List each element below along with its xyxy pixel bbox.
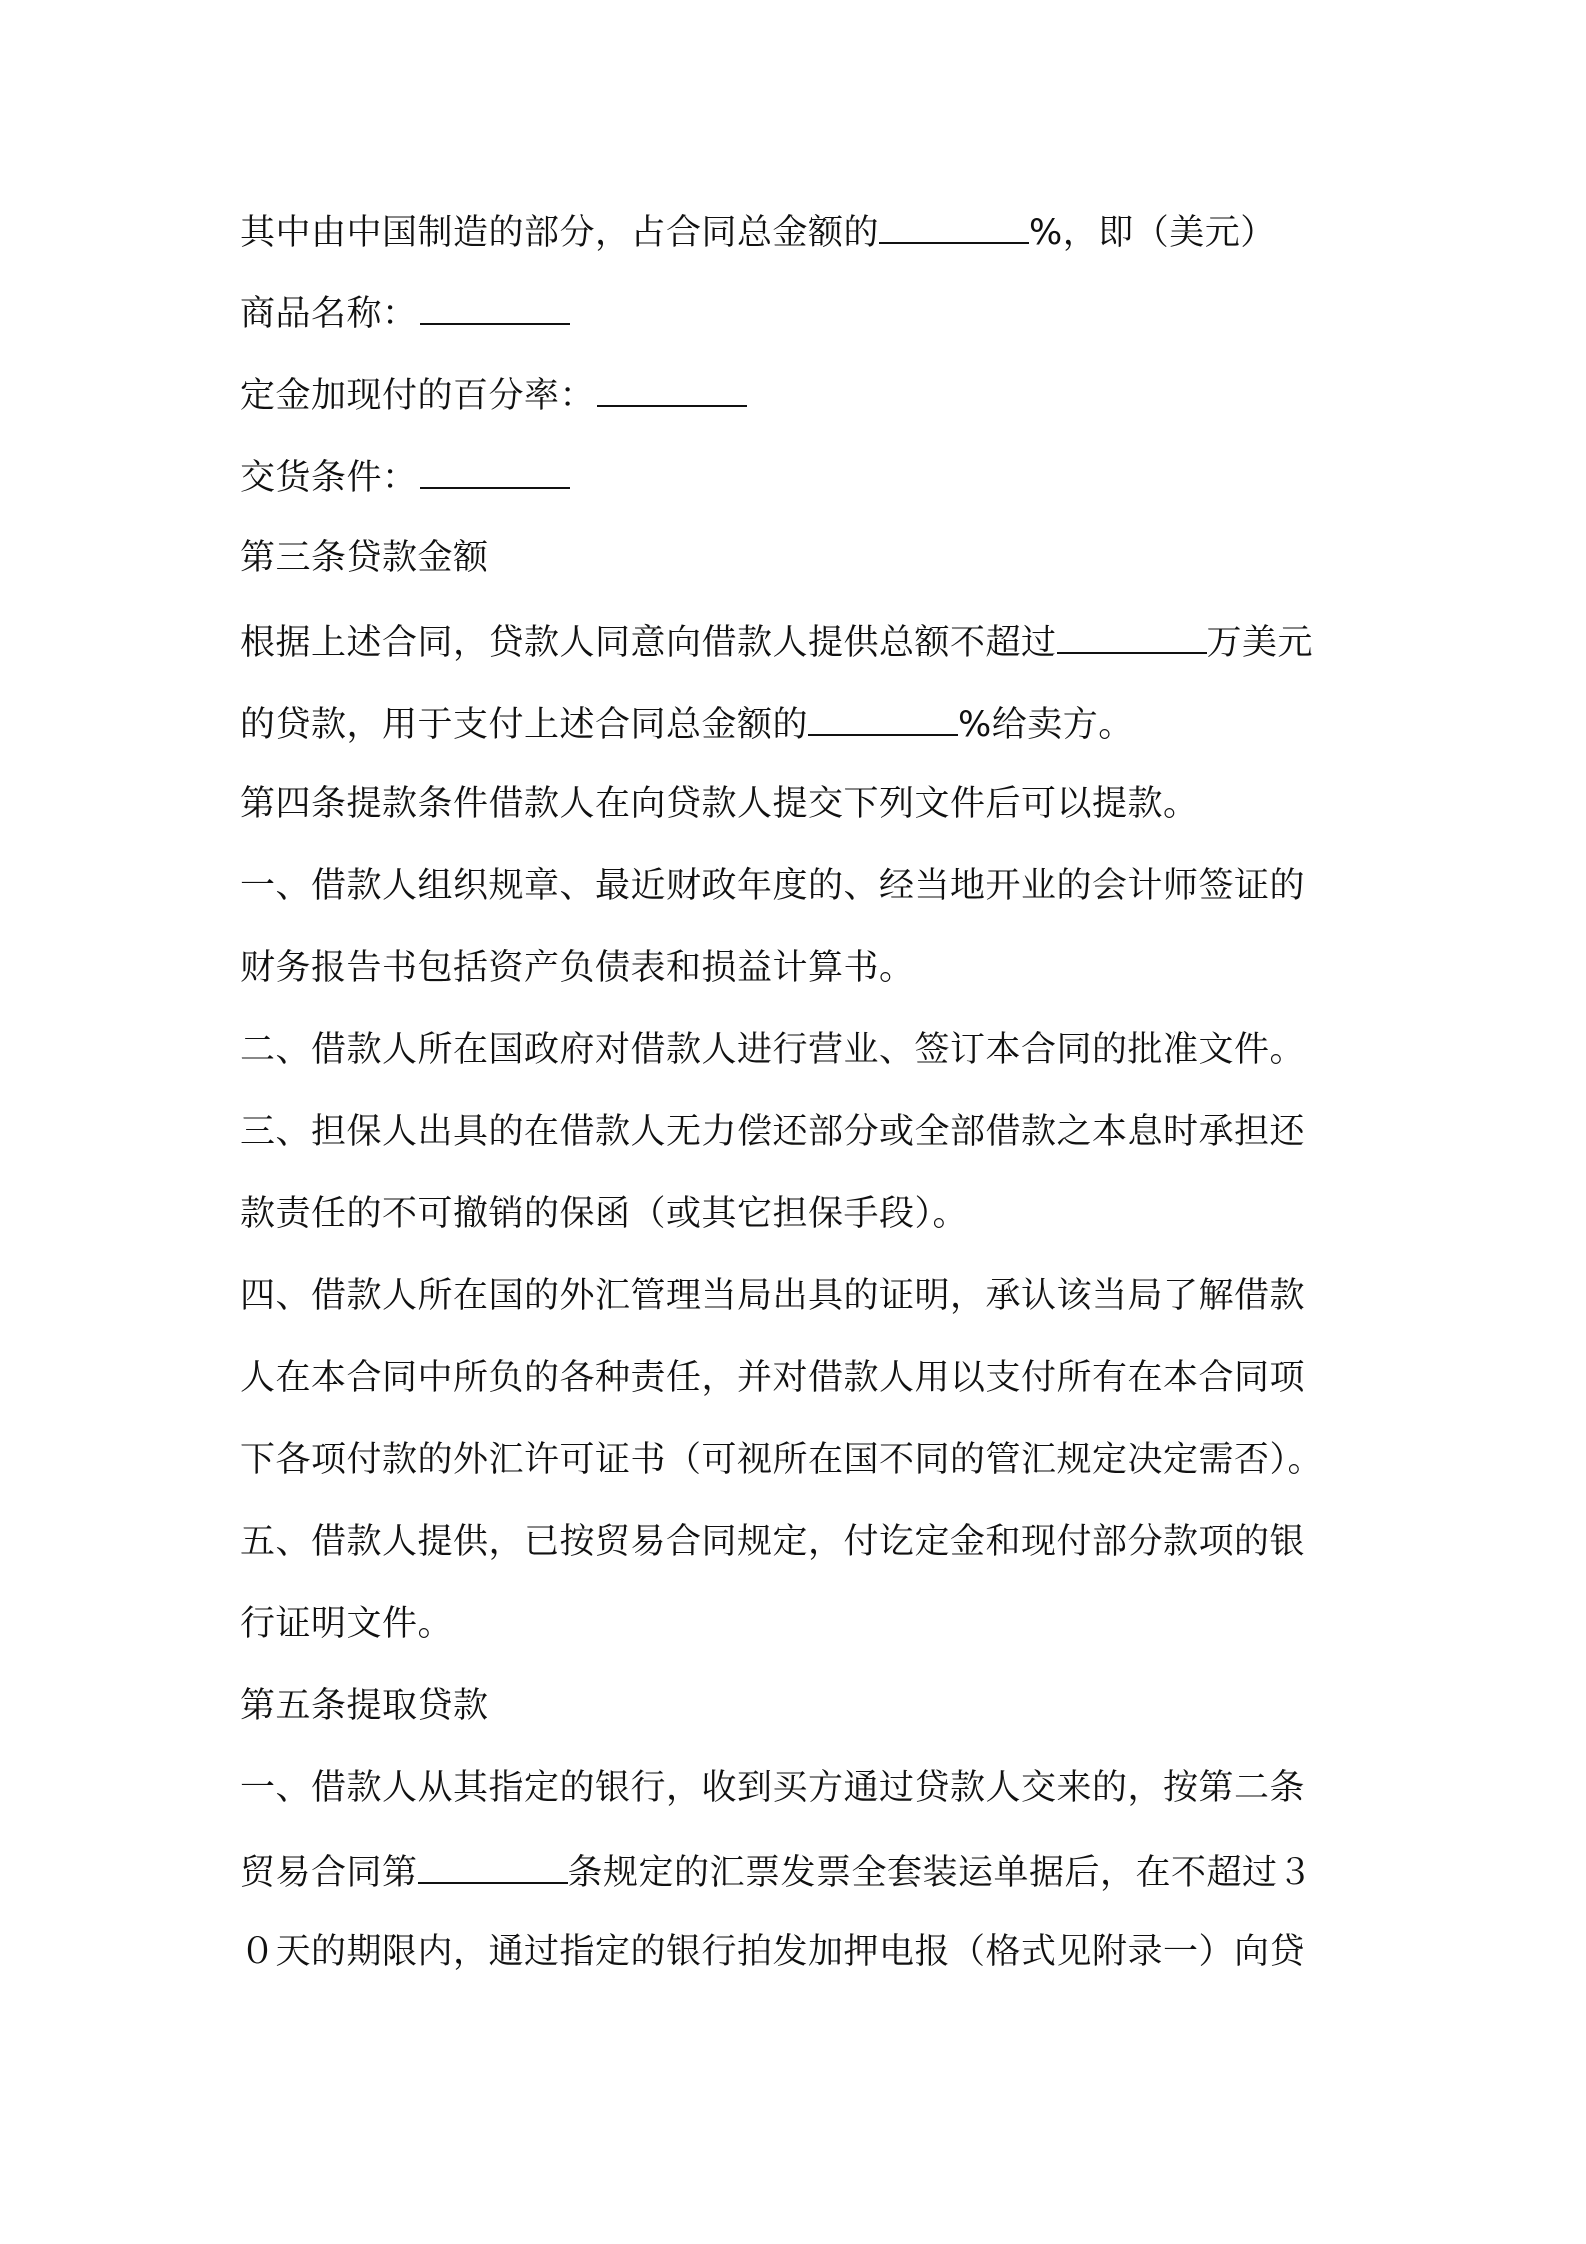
text-segment: 交货条件： bbox=[240, 458, 418, 498]
text-segment: %，即（美元） bbox=[1029, 213, 1276, 253]
text-line: 人在本合同中所负的各种责任，并对借款人用以支付所有在本合同项 bbox=[240, 1358, 1306, 1398]
section-heading: 第五条提取贷款 bbox=[240, 1686, 489, 1726]
text-line: 行证明文件。 bbox=[240, 1604, 454, 1644]
fill-in-blank bbox=[420, 451, 570, 489]
text-segment: 的贷款，用于支付上述合同总金额的 bbox=[240, 705, 809, 745]
text-line bbox=[240, 369, 749, 420]
fill-in-blank bbox=[808, 698, 958, 736]
fill-in-blank bbox=[597, 369, 747, 407]
text-segment: 其中由中国制造的部分，占合同总金额的 bbox=[240, 213, 880, 253]
text-line: 第四条提款条件借款人在向贷款人提交下列文件后可以提款。 bbox=[240, 784, 1199, 824]
text-line: 一、借款人从其指定的银行，收到买方通过贷款人交来的，按第二条 bbox=[240, 1768, 1306, 1808]
text-line bbox=[240, 1846, 1313, 1897]
text-line bbox=[240, 206, 1276, 257]
text-line: 五、借款人提供，已按贸易合同规定，付讫定金和现付部分款项的银 bbox=[240, 1522, 1306, 1562]
text-segment: 定金加现付的百分率： bbox=[240, 376, 596, 416]
text-segment: 万美元 bbox=[1206, 623, 1314, 663]
text-line: 财务报告书包括资产负债表和损益计算书。 bbox=[240, 948, 915, 988]
fill-in-blank bbox=[879, 206, 1029, 244]
text-line: 四、借款人所在国的外汇管理当局出具的证明，承认该当局了解借款 bbox=[240, 1276, 1306, 1316]
text-segment: 条规定的汇票发票全套装运单据后，在不超过３ bbox=[567, 1853, 1314, 1893]
section-heading: 第三条贷款金额 bbox=[240, 538, 489, 578]
text-segment: %给卖方。 bbox=[958, 705, 1134, 745]
text-line bbox=[240, 287, 572, 338]
text-line: 款责任的不可撤销的保函（或其它担保手段）。 bbox=[240, 1194, 969, 1234]
text-segment: 商品名称： bbox=[240, 294, 418, 334]
text-line: 一、借款人组织规章、最近财政年度的、经当地开业的会计师签证的 bbox=[240, 866, 1306, 906]
text-line: 三、担保人出具的在借款人无力偿还部分或全部借款之本息时承担还 bbox=[240, 1112, 1306, 1152]
text-line bbox=[240, 698, 1134, 749]
fill-in-blank bbox=[1057, 616, 1207, 654]
text-segment: 贸易合同第 bbox=[240, 1853, 418, 1893]
text-segment: 根据上述合同，贷款人同意向借款人提供总额不超过 bbox=[240, 623, 1057, 663]
text-line: 二、借款人所在国政府对借款人进行营业、签订本合同的批准文件。 bbox=[240, 1030, 1306, 1070]
fill-in-blank bbox=[418, 1846, 568, 1884]
text-line bbox=[240, 451, 572, 502]
text-line: ０天的期限内，通过指定的银行拍发加押电报（格式见附录一）向贷 bbox=[240, 1932, 1306, 1972]
fill-in-blank bbox=[420, 287, 570, 325]
text-line bbox=[240, 616, 1313, 667]
text-line: 下各项付款的外汇许可证书（可视所在国不同的管汇规定决定需否）。 bbox=[240, 1440, 1324, 1480]
